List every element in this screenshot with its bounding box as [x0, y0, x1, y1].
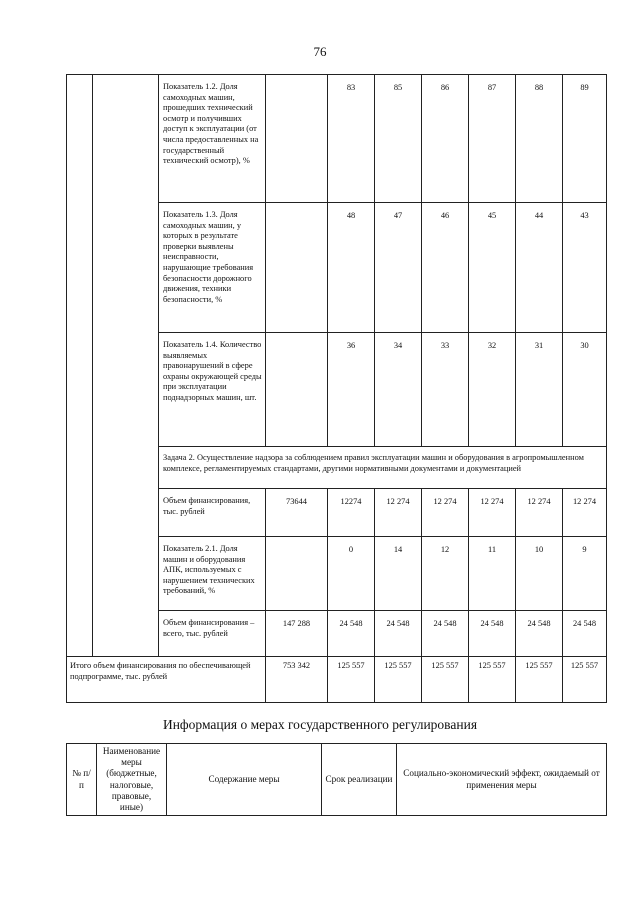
value-cell: 85: [375, 75, 422, 203]
value-cell: 12 274: [422, 489, 469, 537]
value-cell: 48: [328, 203, 375, 333]
header-number: № п/п: [67, 744, 97, 816]
value-cell: 125 557: [516, 657, 563, 703]
task-2-text: Задача 2. Осуществление надзора за соблюдением правил эксплуатации машин и оборудования в агропромышленном комплексе, регламентируемых стандартами, другими нормативными документами и документацией: [159, 447, 607, 489]
value-cell: 47: [375, 203, 422, 333]
header-term: Срок реализации: [322, 744, 397, 816]
value-cell: 14: [375, 537, 422, 611]
total-cell: 147 288: [266, 611, 328, 657]
value-cell: 87: [469, 75, 516, 203]
total-cell: [266, 75, 328, 203]
header-measure-content: Содержание меры: [167, 744, 322, 816]
total-label: Итого объем финансирования по обеспечивающей подпрограмме, тыс. рублей: [67, 657, 266, 703]
value-cell: 45: [469, 203, 516, 333]
indicator-label: Показатель 2.1. Доля машин и оборудования АПК, используемых с нарушением технических требований, %: [159, 537, 266, 611]
value-cell: 125 557: [375, 657, 422, 703]
total-cell: 753 342: [266, 657, 328, 703]
table-header-row: [67, 744, 607, 816]
empty-name-cell: [93, 75, 159, 657]
value-cell: 10: [516, 537, 563, 611]
value-cell: 30: [563, 333, 607, 447]
value-cell: 89: [563, 75, 607, 203]
financing-label: Объем финансирования – всего, тыс. рублей: [159, 611, 266, 657]
header-effect: Социально-экономический эффект, ожидаемый от применения меры: [397, 744, 607, 816]
total-cell: 73644: [266, 489, 328, 537]
financing-label: Объем финансирования, тыс. рублей: [159, 489, 266, 537]
value-cell: 88: [516, 75, 563, 203]
value-cell: 24 548: [375, 611, 422, 657]
total-cell: [266, 537, 328, 611]
value-cell: 46: [422, 203, 469, 333]
value-cell: 24 548: [516, 611, 563, 657]
section-heading: Информация о мерах государственного регулирования: [162, 717, 478, 732]
value-cell: 9: [563, 537, 607, 611]
value-cell: 125 557: [422, 657, 469, 703]
page-number: 76: [313, 44, 327, 59]
value-cell: 11: [469, 537, 516, 611]
header-measure-name: Наименование меры (бюджетные, налоговые, правовые, иные): [97, 744, 167, 816]
value-cell: 24 548: [328, 611, 375, 657]
empty-number-cell: [67, 75, 93, 657]
value-cell: 31: [516, 333, 563, 447]
value-cell: 12274: [328, 489, 375, 537]
value-cell: 12: [422, 537, 469, 611]
value-cell: 0: [328, 537, 375, 611]
value-cell: 24 548: [469, 611, 516, 657]
value-cell: 44: [516, 203, 563, 333]
total-cell: [266, 203, 328, 333]
total-cell: [266, 333, 328, 447]
value-cell: 43: [563, 203, 607, 333]
value-cell: 83: [328, 75, 375, 203]
subprogram-indicators-table: [66, 74, 607, 703]
value-cell: 12 274: [375, 489, 422, 537]
value-cell: 125 557: [469, 657, 516, 703]
indicator-label: Показатель 1.2. Доля самоходных машин, прошедших технический осмотр и получивших доступ к эксплуатации (от числа предоставленных на государственный технический осмотр), %: [159, 75, 266, 203]
value-cell: 32: [469, 333, 516, 447]
value-cell: 34: [375, 333, 422, 447]
value-cell: 24 548: [563, 611, 607, 657]
value-cell: 36: [328, 333, 375, 447]
value-cell: 86: [422, 75, 469, 203]
value-cell: 125 557: [563, 657, 607, 703]
value-cell: 33: [422, 333, 469, 447]
value-cell: 12 274: [563, 489, 607, 537]
indicator-label: Показатель 1.3. Доля самоходных машин, у которых в результате проверки выявлены неисправности, нарушающие требования безопасности дорожного движения, техники безопасности, %: [159, 203, 266, 333]
total-row: [67, 657, 607, 703]
value-cell: 125 557: [328, 657, 375, 703]
value-cell: 12 274: [516, 489, 563, 537]
regulation-measures-table: [66, 743, 607, 816]
table-row: [67, 75, 607, 203]
value-cell: 24 548: [422, 611, 469, 657]
value-cell: 12 274: [469, 489, 516, 537]
indicator-label: Показатель 1.4. Количество выявляемых правонарушений в сфере охраны окружающей среды при эксплуатации поднадзорных машин, шт.: [159, 333, 266, 447]
